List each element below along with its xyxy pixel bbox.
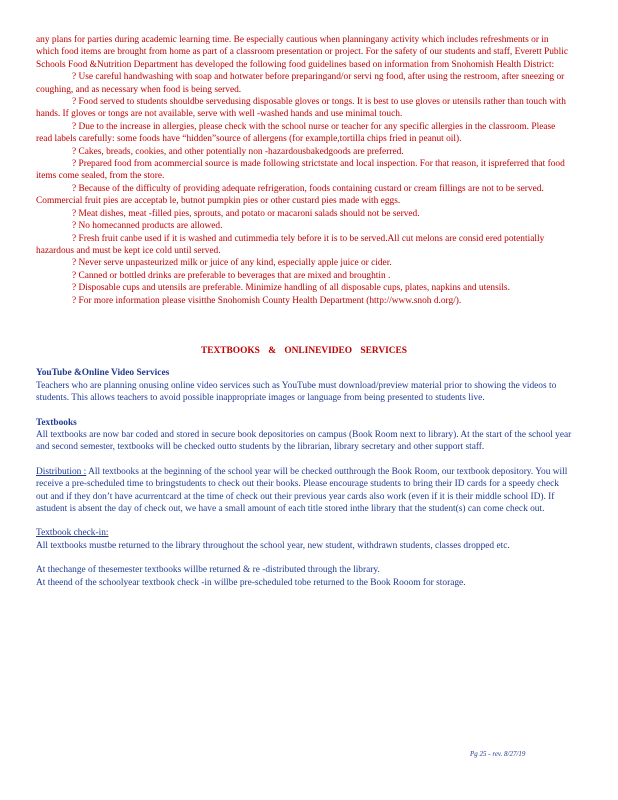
distribution-paragraph bbox=[36, 466, 572, 516]
guideline-item: ? Never serve unpasteurized milk or juice of any kind, especially apple juice or cider. bbox=[72, 258, 392, 269]
guideline-item: ? Food served to students shouldbe servedusing disposable gloves or tongs. It is best to use gloves or utensils rather than touch with hands. If gloves or tongs are not available, serve with well -washed hands and use minimal touch. bbox=[36, 97, 566, 120]
page-footer: Pg 25 - rev. 8/27/19 bbox=[470, 750, 526, 758]
intro-paragraph: any plans for parties during academic learning time. Be especially cautious when planningany activity which includes refreshments or in which food items are brought from home as part of a classroom presentation or project. For the safety of our students and staff, Everett Public Schools Food &Nutrition Department has developed the following food guidelines based on information from Snohomish Health District: bbox=[36, 35, 568, 70]
guideline-item: ? Meat dishes, meat -filled pies, sprouts, and potato or macaroni salads should not be served. bbox=[72, 208, 420, 219]
food-guidelines-list bbox=[36, 71, 572, 307]
guideline-item: ? Prepared food from acommercial source is made following strictstate and local inspection. For that reason, it ispreferred that food items come sealed, from the store. bbox=[36, 159, 565, 182]
checkin-body: All textbooks mustbe returned to the library throughout the school year, new student, withdrawn students, classes dropped etc. bbox=[36, 540, 510, 551]
checkin-semester: At thechange of thesemester textbooks willbe returned & re -distributed through the library. bbox=[36, 565, 380, 576]
textbooks-heading: Textbooks bbox=[36, 417, 77, 428]
youtube-body: Teachers who are planning onusing online video services such as YouTube must download/preview material prior to showing the videos to students. This allows teachers to avoid possible inappropriate images or language from being presented to students live. bbox=[36, 380, 557, 404]
checkin-heading: Textbook check-in: bbox=[36, 528, 109, 539]
checkin-year-end: At theend of the schoolyear textbook check -in willbe pre-scheduled tobe returned to the Book Rooom for storage. bbox=[36, 577, 466, 588]
guideline-item: ? No homecanned products are allowed. bbox=[72, 221, 223, 232]
youtube-heading: YouTube &Online Video Services bbox=[36, 368, 170, 379]
guideline-item: ? For more information please visitthe Snohomish County Health Department (http://www.snoh d.org/). bbox=[72, 295, 462, 306]
textbooks-body: All textbooks are now bar coded and stored in secure book depositories on campus (Book Room next to library). At the start of the school year and second semester, textbooks will be checked outto students by the librarian, library secretary and other support staff. bbox=[36, 429, 572, 453]
guideline-item: ? Use careful handwashing with soap and hotwater before preparingand/or servi ng food, after using the restroom, after sneezing or coughing, and as necessary when food is being served. bbox=[36, 72, 565, 95]
distribution-label: Distribution : bbox=[36, 466, 87, 477]
distribution-body: All textbooks at the beginning of the school year will be checked outthrough the Book Room, our textbook depository. You will receive a pre-scheduled time to bringstudents to check out their books. Please encourage students to bring their ID cards for a speedy check out and if they don’t have acurrentcard at the time of check out their previous year cards also work (even if it is their middle school ID). If astudent is absent the day of check out, we have a small amount of each title stored inthe library that the student(s) can come check out. bbox=[36, 466, 568, 514]
section-title: TEXTBOOKS & ONLINEVIDEO SERVICES bbox=[201, 345, 407, 356]
guideline-item: ? Due to the increase in allergies, please check with the school nurse or teacher for any specific allergies in the classroom. Please read labels carefully: some foods have “hidden”source of allergens (for example,tortilla chips fried in peanut oil). bbox=[36, 121, 556, 145]
guideline-item: ? Cakes, breads, cookies, and other potentially non -hazardousbakedgoods are preferred. bbox=[72, 146, 404, 157]
guideline-item: ? Because of the difficulty of providing adequate refrigeration, foods containing custard or cream fillings are not to be served. Commercial fruit pies are acceptab le, butnot pumpkin pies or other custard pies made with eggs. bbox=[36, 183, 544, 207]
guideline-item: ? Canned or bottled drinks are preferable to beverages that are mixed and broughtin . bbox=[72, 270, 391, 281]
guideline-item: ? Disposable cups and utensils are preferable. Minimize handling of all disposable cups, plates, napkins and utensils. bbox=[72, 283, 510, 294]
guideline-item: ? Fresh fruit canbe used if it is washed and cutimmedia tely before it is to be served.All cut melons are consid ered potentially hazardous and must be kept ice cold until served. bbox=[36, 233, 545, 256]
document-page bbox=[36, 34, 572, 589]
